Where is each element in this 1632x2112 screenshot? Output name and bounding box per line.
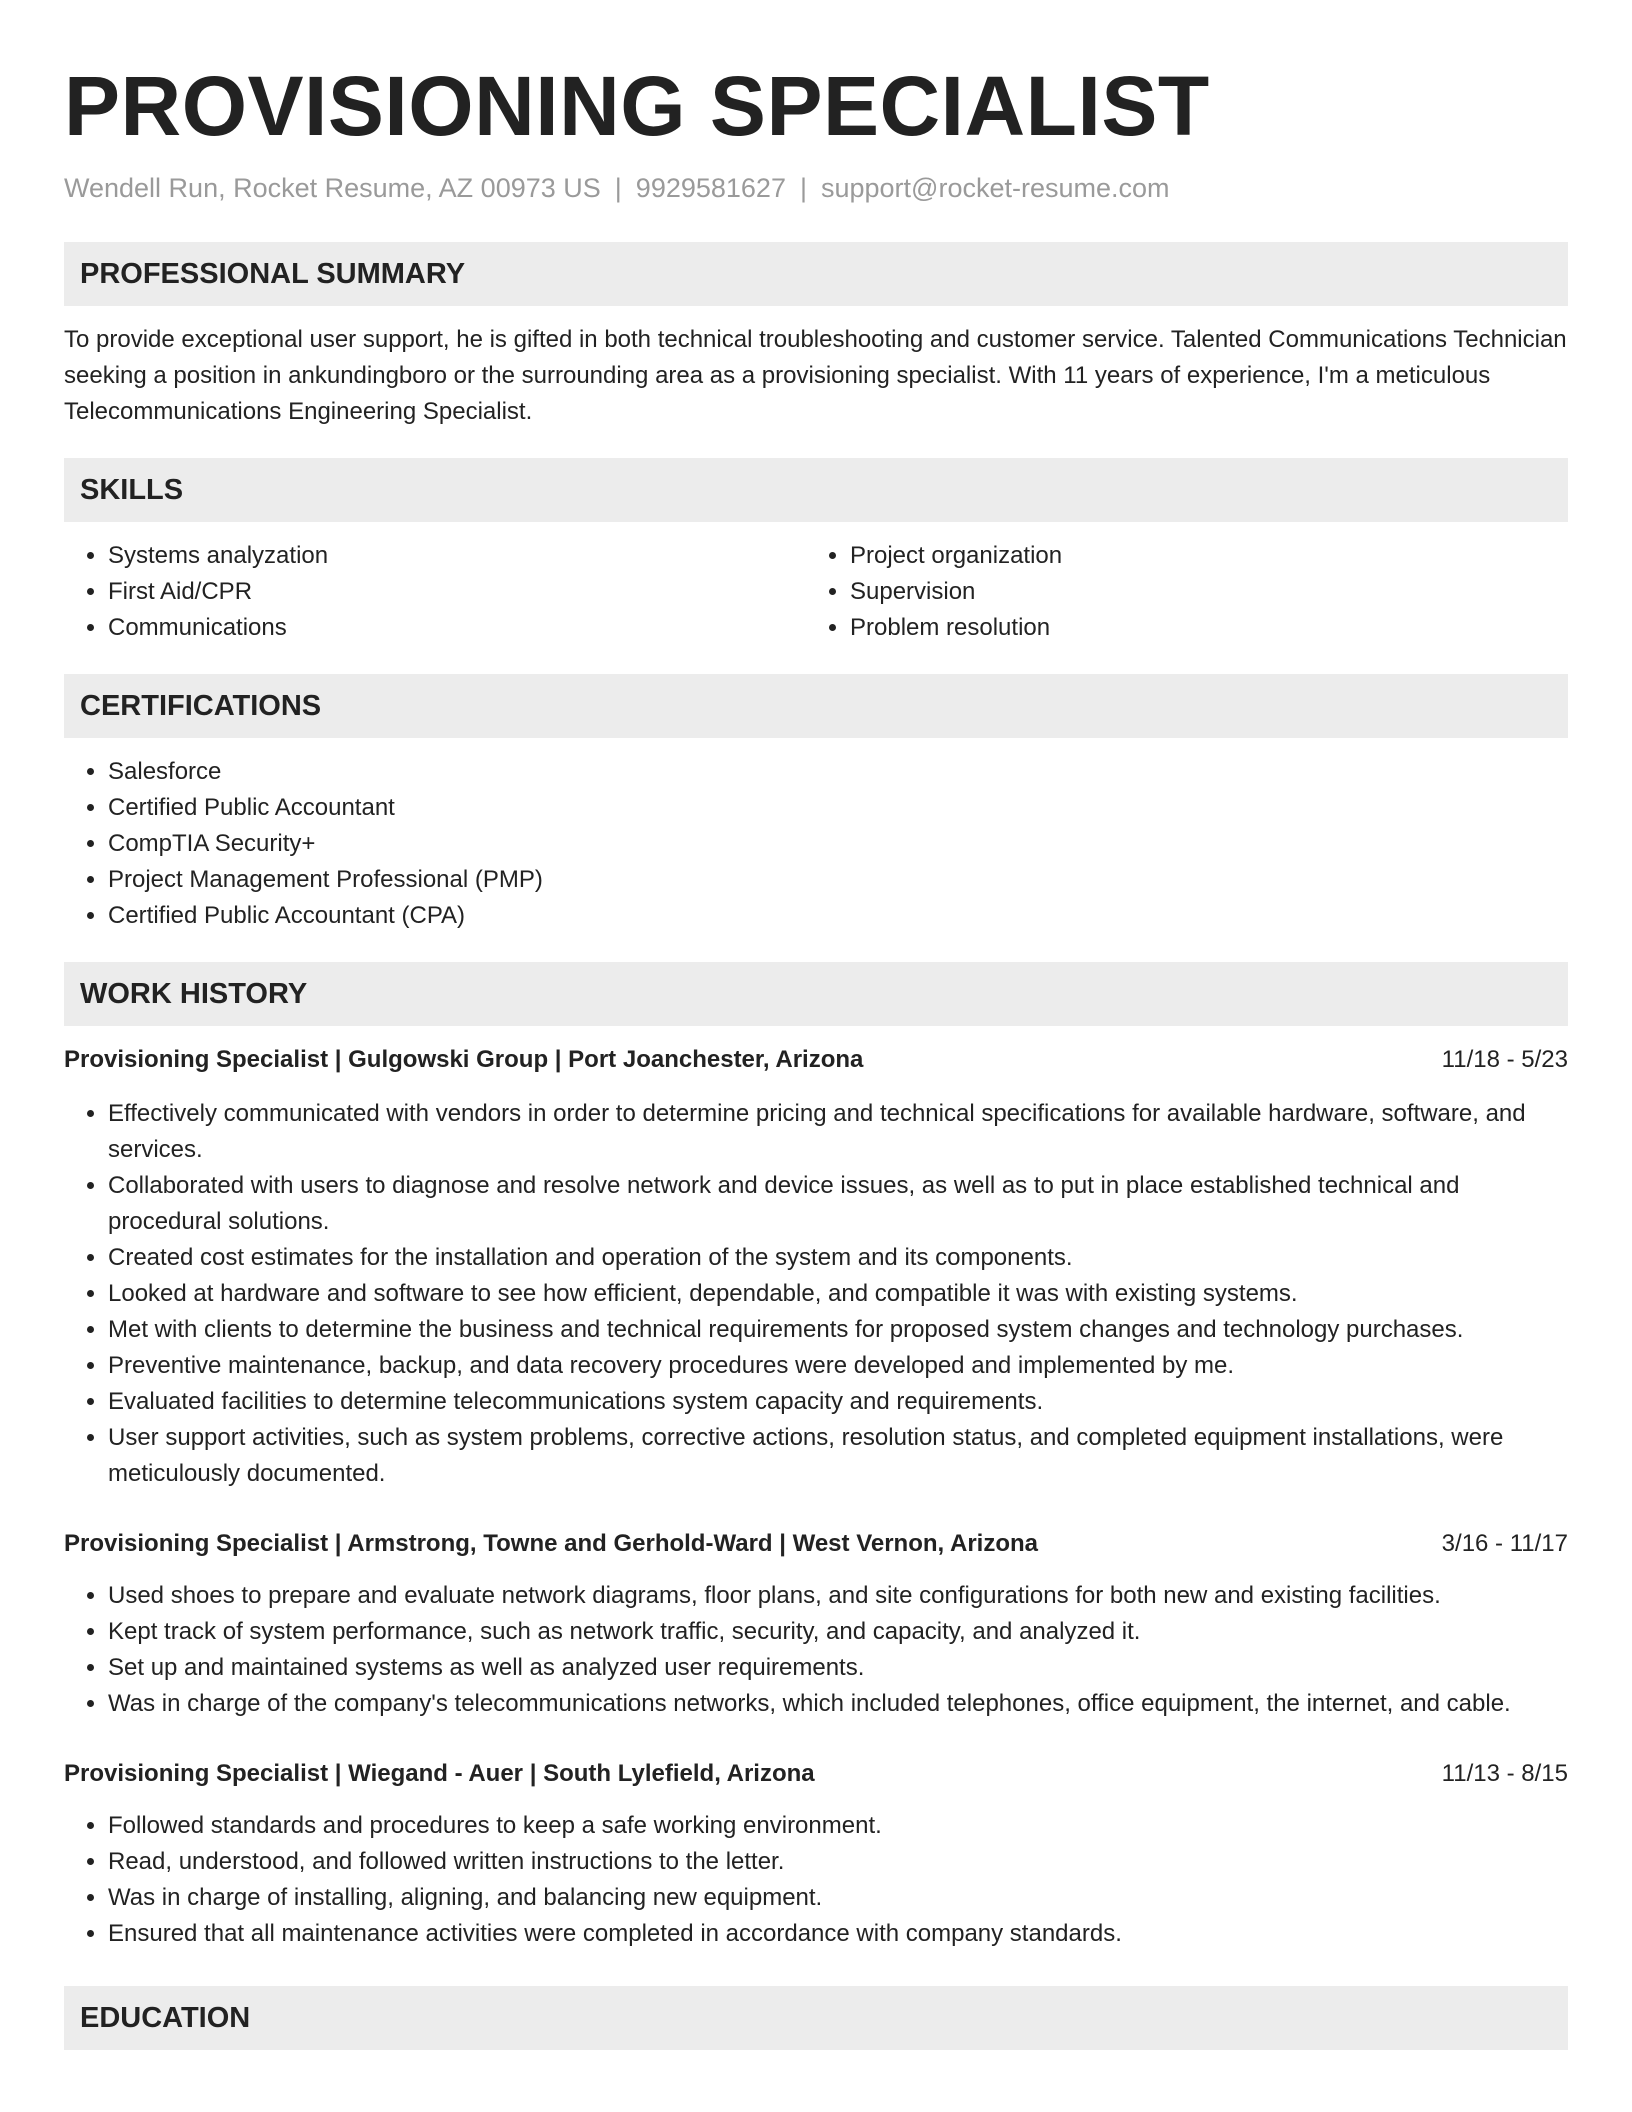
job-bullets [64,1578,1568,1722]
job-bullet: • User support activities, such as system problems, corrective actions, resolution status, and completed equipment installations, were meticulously documented. [108,1420,1568,1492]
contact-separator: | [799,173,807,203]
certification-item: • Certified Public Accountant (CPA) [108,898,1568,934]
job-bullet: • Met with clients to determine the business and technical requirements for proposed system changes and technology purchases. [108,1312,1568,1348]
job-bullet: • Set up and maintained systems as well as analyzed user requirements. [108,1650,1568,1686]
job-dates: 11/13 - 8/15 [1441,1760,1568,1787]
job-bullet: • Ensured that all maintenance activities were completed in accordance with company standards. [108,1916,1568,1952]
job-entry [64,1526,1568,1722]
skill-item: • Systems analyzation [108,538,806,574]
job-bullet: • Evaluated facilities to determine telecommunications system capacity and requirements. [108,1384,1568,1420]
job-bullet: • Effectively communicated with vendors in order to determine pricing and technical specifications for available hardware, software, and services. [108,1096,1568,1168]
job-bullets [64,1808,1568,1952]
contact-phone: 9929581627 [635,173,786,203]
job-bullet: • Followed standards and procedures to keep a safe working environment. [108,1808,1568,1844]
contact-separator: | [614,173,622,203]
education-heading: EDUCATION [64,1986,1568,2050]
work-history-heading: WORK HISTORY [64,962,1568,1026]
skill-item: • Problem resolution [850,610,1548,646]
skills-list [64,538,1568,646]
job-dates: 3/16 - 11/17 [1441,1530,1568,1557]
job-header [64,1526,1568,1562]
job-header [64,1756,1568,1792]
summary-text: To provide exceptional user support, he is gifted in both technical troubleshooting and customer service. Talented Communications Technician seeking a position in ankundingboro or the surrounding area as a provisioning specialist. With 11 years of experience, I'm a meticulous Telecommunications Engineering Specialist. [64,326,1567,425]
job-bullet: • Was in charge of the company's telecommunications networks, which included telephones, office equipment, the internet, and cable. [108,1686,1568,1722]
certification-item: • Project Management Professional (PMP) [108,862,1568,898]
job-title: Provisioning Specialist | Armstrong, Towne and Gerhold-Ward | West Vernon, Arizona [64,1530,1038,1557]
job-bullet: • Preventive maintenance, backup, and data recovery procedures were developed and implemented by me. [108,1348,1568,1384]
certification-item: • Salesforce [108,754,1568,790]
job-title: Provisioning Specialist | Wiegand - Auer | South Lylefield, Arizona [64,1760,815,1787]
certifications-list [64,754,1568,934]
job-bullet: • Collaborated with users to diagnose and resolve network and device issues, as well as to put in place established technical and procedural solutions. [108,1168,1568,1240]
certification-item: • CompTIA Security+ [108,826,1568,862]
summary-heading: PROFESSIONAL SUMMARY [64,242,1568,306]
job-bullet: • Read, understood, and followed written instructions to the letter. [108,1844,1568,1880]
contact-email[interactable]: support@rocket-resume.com [820,173,1170,203]
job-title: Provisioning Specialist | Gulgowski Group | Port Joanchester, Arizona [64,1046,864,1073]
skill-item: • Project organization [850,538,1548,574]
job-bullet: • Used shoes to prepare and evaluate network diagrams, floor plans, and site configurations for both new and existing facilities. [108,1578,1568,1614]
skill-item: • Supervision [850,574,1548,610]
contact-address: Wendell Run, Rocket Resume, AZ 00973 US [64,173,601,203]
skills-heading: SKILLS [64,458,1568,522]
skills-column-left [64,538,806,646]
job-bullet: • Kept track of system performance, such as network traffic, security, and capacity, and analyzed it. [108,1614,1568,1650]
resume-page [64,0,1568,2050]
job-entry [64,1042,1568,1492]
contact-line [64,170,1568,206]
certification-item: • Certified Public Accountant [108,790,1568,826]
job-header [64,1042,1568,1078]
job-bullet: • Created cost estimates for the installation and operation of the system and its components. [108,1240,1568,1276]
job-dates: 11/18 - 5/23 [1441,1046,1568,1073]
certifications-heading: CERTIFICATIONS [64,674,1568,738]
skills-column-right [806,538,1548,646]
job-bullets [64,1096,1568,1492]
skill-item: • Communications [108,610,806,646]
job-entry [64,1756,1568,1952]
job-bullet: • Was in charge of installing, aligning, and balancing new equipment. [108,1880,1568,1916]
job-bullet: • Looked at hardware and software to see how efficient, dependable, and compatible it was with existing systems. [108,1276,1568,1312]
candidate-name: PROVISIONING SPECIALIST [64,59,1210,153]
skill-item: • First Aid/CPR [108,574,806,610]
